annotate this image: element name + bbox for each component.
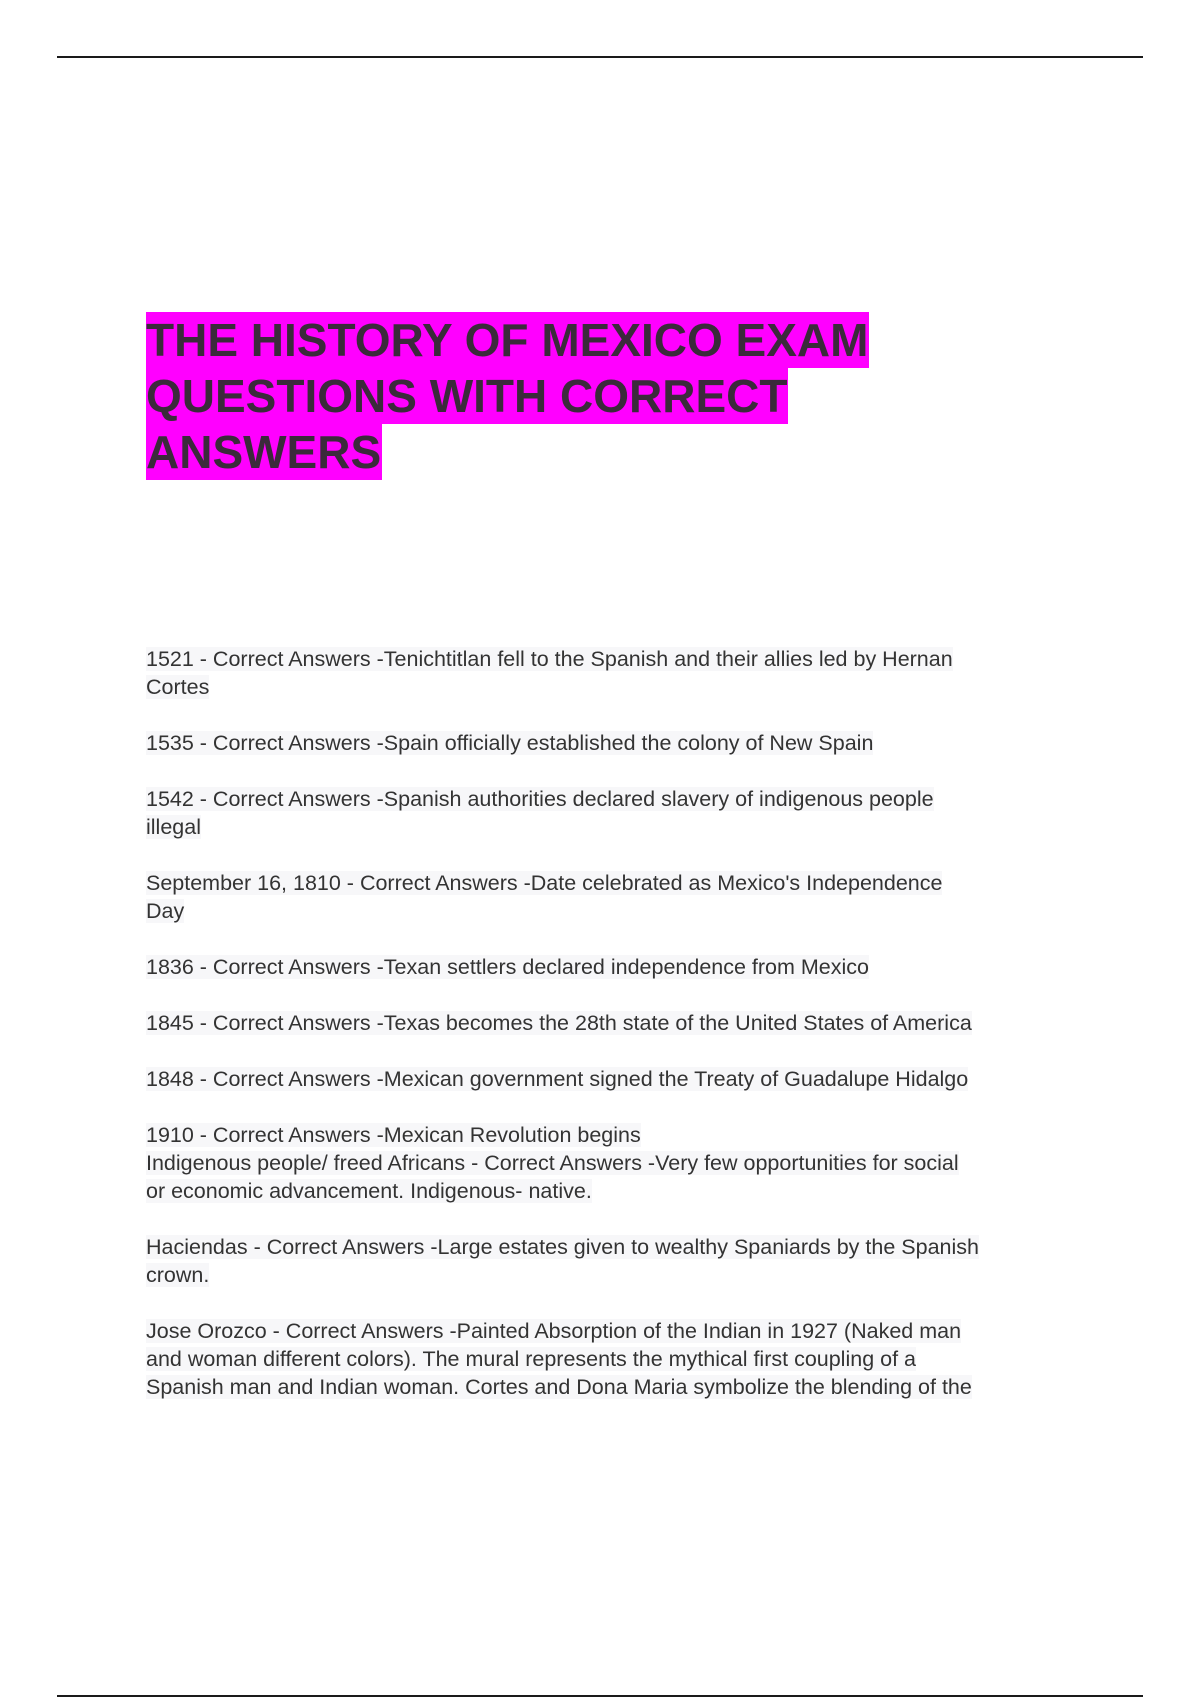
qa-entry-1836 — [146, 953, 1086, 981]
qa-entry-1848 — [146, 1065, 1086, 1093]
entry-line: crown. — [146, 1263, 210, 1287]
title-line-text: QUESTIONS WITH CORRECT — [146, 370, 788, 422]
bottom-rule — [57, 1695, 1143, 1697]
qa-entry-1810 — [146, 869, 1086, 925]
qa-entry-indigenous-people — [146, 1149, 1086, 1205]
title-line — [146, 312, 966, 368]
entry-line: 1521 - Correct Answers -Tenichtitlan fell to the Spanish and their allies led by Hernan — [146, 647, 953, 671]
entry-line: 1910 - Correct Answers -Mexican Revolution begins — [146, 1123, 641, 1147]
entry-line: illegal — [146, 815, 201, 839]
qa-entry-1521 — [146, 645, 1086, 701]
entry-line: 1535 - Correct Answers -Spain officially established the colony of New Spain — [146, 731, 874, 755]
title-line-text: THE HISTORY OF MEXICO EXAM — [146, 314, 869, 366]
qa-entry-1910 — [146, 1121, 1086, 1149]
entry-line: Spanish man and Indian woman. Cortes and Dona Maria symbolize the blending of the — [146, 1375, 972, 1399]
entry-line: and woman different colors). The mural represents the mythical first coupling of a — [146, 1347, 916, 1371]
entry-line: 1845 - Correct Answers -Texas becomes the 28th state of the United States of America — [146, 1011, 972, 1035]
title-line — [146, 368, 966, 424]
entry-line: 1542 - Correct Answers -Spanish authorities declared slavery of indigenous people — [146, 787, 934, 811]
title-line — [146, 424, 966, 480]
entry-line: Cortes — [146, 675, 210, 699]
title-line-text: ANSWERS — [146, 426, 382, 478]
entry-line: 1848 - Correct Answers -Mexican government signed the Treaty of Guadalupe Hidalgo — [146, 1067, 969, 1091]
qa-entry-haciendas — [146, 1233, 1086, 1289]
entry-line: Haciendas - Correct Answers -Large estates given to wealthy Spaniards by the Spanish — [146, 1235, 979, 1259]
qa-entry-1542 — [146, 785, 1086, 841]
entry-line: Day — [146, 899, 185, 923]
entry-line: or economic advancement. Indigenous- native. — [146, 1179, 592, 1203]
entry-line: Jose Orozco - Correct Answers -Painted Absorption of the Indian in 1927 (Naked man — [146, 1319, 962, 1343]
entry-line: September 16, 1810 - Correct Answers -Date celebrated as Mexico's Independence — [146, 871, 943, 895]
qa-entry-1535 — [146, 729, 1086, 757]
entry-line: Indigenous people/ freed Africans - Correct Answers -Very few opportunities for social — [146, 1151, 959, 1175]
qa-entry-1845 — [146, 1009, 1086, 1037]
document-title — [146, 312, 966, 480]
entry-line: 1836 - Correct Answers -Texan settlers declared independence from Mexico — [146, 955, 869, 979]
qa-list — [146, 645, 1086, 1401]
qa-entry-jose-orozco — [146, 1317, 1086, 1401]
top-rule — [57, 56, 1143, 58]
